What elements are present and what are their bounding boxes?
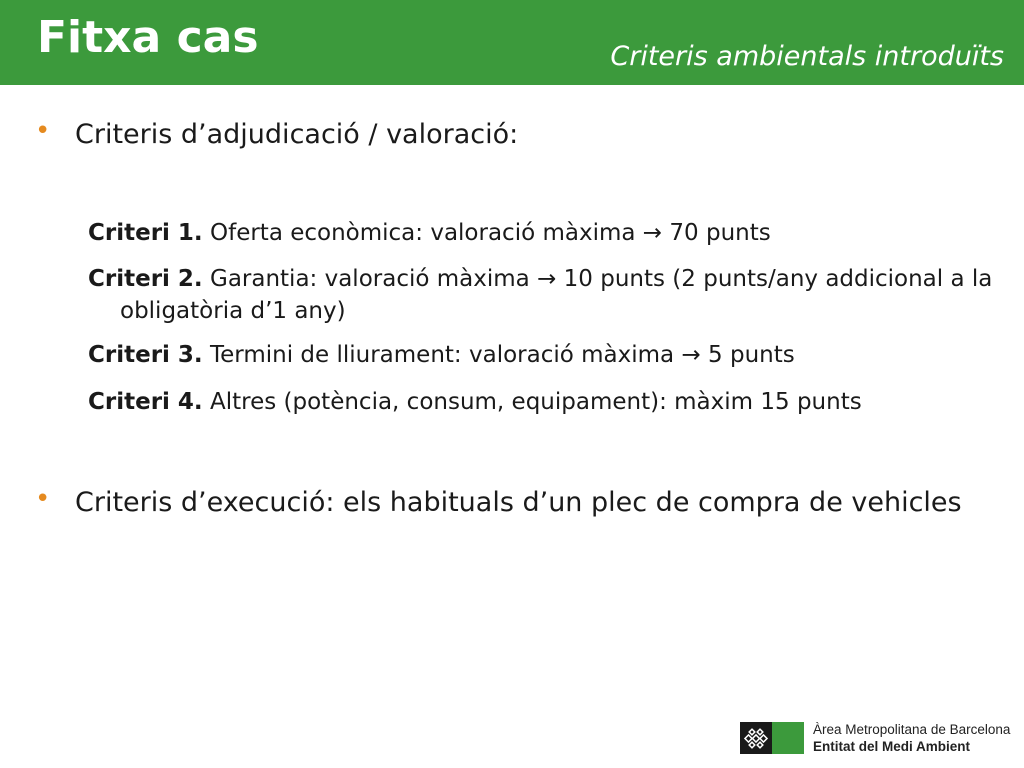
logo-line-2: Entitat del Medi Ambient: [813, 739, 971, 754]
criteri-3: [88, 339, 1020, 371]
arrow-right-icon: →: [681, 342, 701, 368]
amb-logo-icon: [740, 722, 804, 754]
criteri-text: Altres (potència, consum, equipament): màxim 15 punts: [202, 389, 862, 415]
criteri-2: [88, 263, 1020, 327]
criteri-tail: 5 punts: [700, 342, 795, 368]
criteri-label: Criteri 1.: [88, 220, 203, 246]
criteri-text: Garantia: valoració màxima: [202, 266, 538, 292]
criteri-1: [88, 217, 1020, 249]
slide-title: Fitxa cas: [37, 12, 259, 63]
bullet-execucio: [35, 486, 995, 520]
criteri-label: Criteri 2.: [88, 266, 203, 292]
criteri-label: Criteri 4.: [88, 389, 203, 415]
arrow-right-icon: →: [642, 220, 663, 246]
amb-logo-text: [813, 721, 1010, 755]
criteri-label: Criteri 3.: [88, 342, 203, 368]
criteri-text: Termini de lliurament: valoració màxima: [202, 342, 682, 368]
criteri-text: Oferta econòmica: valoració màxima: [202, 220, 643, 246]
arrow-right-icon: →: [537, 266, 557, 292]
criteri-4: [88, 386, 1020, 418]
criteri-tail: 10 punts (2 punts/any addicional a la obligatòria d’1 any): [120, 266, 993, 324]
header-bar: [0, 0, 1024, 85]
bullet-text: Criteris d’execució: els habituals d’un plec de compra de vehicles: [75, 487, 962, 518]
bullet-dot-icon: •: [35, 484, 51, 514]
bullet-dot-icon: •: [35, 116, 51, 146]
slide-subtitle: Criteris ambientals introduïts: [610, 41, 1004, 72]
bullet-adjudicacio: [35, 118, 995, 152]
bullet-text: Criteris d’adjudicació / valoració:: [75, 119, 519, 150]
criteri-tail: 70 punts: [662, 220, 771, 246]
logo-line-1: Àrea Metropolitana de Barcelona: [813, 722, 1011, 737]
